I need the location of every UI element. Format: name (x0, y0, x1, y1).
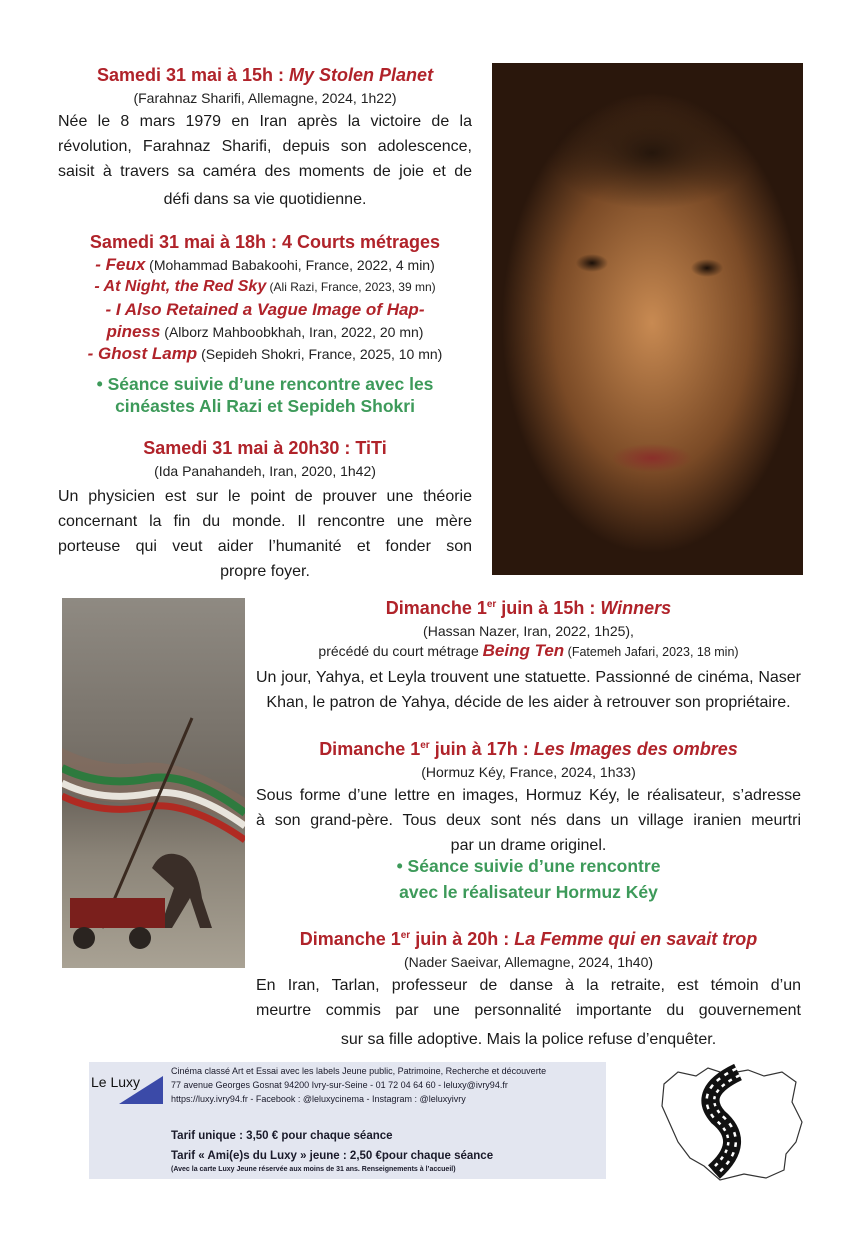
event3-meta: (Ida Panahandeh, Iran, 2020, 1h42) (154, 463, 376, 479)
film-still-portrait (492, 63, 803, 575)
footer-tarif-unique: Tarif unique : 3,50 € pour chaque séance (171, 1130, 393, 1142)
painting-illustration (62, 598, 245, 968)
event3-description: Un physicien est sur le point de prouver une théorie concernant la fin du monde. Il rencontre une mère porteuse qui veut aider l’humanité et fonder son propre foyer. (58, 488, 472, 580)
short-ghost-lamp: - Ghost Lamp (Sepideh Shokri, France, 2025, 10 mn) (87, 344, 443, 363)
event1-description (58, 109, 472, 212)
footer-line-2: 77 avenue Georges Gosnat 94200 Ivry-sur-Seine - 01 72 04 64 60 - leluxy@ivry94.fr (171, 1080, 508, 1090)
event5-description: Sous forme d’une lettre en images, Hormuz Kéy, le réalisateur, s’adresse à son grand-père. Tous deux sont nés dans un village iranien meurtri par un drame originel. (256, 787, 801, 854)
footer-note: (Avec la carte Luxy Jeune réservée aux moins de 31 ans. Renseignements à l’accueil) (171, 1166, 456, 1173)
event5-heading: Dimanche 1er juin à 17h : Les Images des ombres (319, 739, 738, 759)
event2-heading: Samedi 31 mai à 18h : 4 Courts métrages (89, 232, 441, 252)
event6-description: En Iran, Tarlan, professeur de danse à la retraite, est témoin d’un meurtre commis par une personnalité importante du gouvernement sur sa fille adoptive. Mais la police refuse d’enquêter. (256, 977, 801, 1048)
event2-note: • Séance suivie d’une rencontre avec les cinéastes Ali Razi et Sepideh Shokri (96, 374, 434, 416)
event4-heading: Dimanche 1er juin à 15h : Winners (385, 598, 672, 618)
short-vague-image: - I Also Retained a Vague Image of Hap- (105, 300, 425, 319)
event1-line-3: saisit à travers sa caméra des moments de joie et de (58, 163, 472, 180)
event3-heading: Samedi 31 mai à 20h30 : TiTi (143, 438, 387, 458)
footer-line-1: Cinéma classé Art et Essai avec les labels Jeune public, Patrimoine, Recherche et découverte (171, 1066, 547, 1076)
event1-heading (58, 64, 472, 86)
event1-line-1: Née le 8 mars 1979 en Iran après la victoire de la (58, 113, 472, 130)
short-feux: - Feux (Mohammad Babakoohi, France, 2022, 4 min) (95, 255, 435, 274)
event4-description: Un jour, Yahya, et Leyla trouvent une statuette. Passionné de cinéma, Naser Khan, le patron de Yahya, décide de les aider à retrouver son propriétaire. (256, 669, 801, 711)
event2-shorts (58, 255, 472, 366)
event4-title: Winners (600, 598, 672, 618)
event1-day: Samedi 31 mai à 15h : (96, 65, 290, 85)
event6-heading: Dimanche 1er juin à 20h : La Femme qui en savait trop (299, 929, 758, 949)
event1-line-2: révolution, Farahnaz Sharifi, depuis son adolescence, (58, 138, 472, 155)
event4-meta: (Hassan Nazer, Iran, 2022, 1h25), (423, 623, 634, 639)
event1-meta: (Farahnaz Sharifi, Allemagne, 2024, 1h22) (133, 90, 397, 106)
event1-title: My Stolen Planet (289, 65, 434, 85)
short-vague-image-line2: piness (Alborz Mahboobkhah, Iran, 2022, 20 mn) (106, 322, 424, 341)
event5-note: • Séance suivie d’une rencontre avec le réalisateur Hormuz Kéy (396, 856, 661, 902)
painting-image (62, 598, 245, 968)
footer-tarif-jeune: Tarif « Ami(e)s du Luxy » jeune : 2,50 €pour chaque séance (171, 1150, 494, 1162)
event5-meta: (Hormuz Kéy, France, 2024, 1h33) (421, 764, 636, 780)
short-red-sky: - At Night, the Red Sky (Ali Razi, France, 2023, 39 mn) (94, 278, 436, 295)
event6-meta: (Nader Saeivar, Allemagne, 2024, 1h40) (403, 954, 654, 970)
event6-title: La Femme qui en savait trop (514, 929, 758, 949)
event1-line-4: défi dans sa vie quotidienne. (163, 191, 367, 208)
footer-line-3: https://luxy.ivry94.fr - Facebook : @leluxycinema - Instagram : @leluxyivry (171, 1094, 466, 1104)
footer-info-box (89, 1062, 606, 1179)
event4-short-title: Being Ten (482, 641, 565, 660)
iran-map-film-strip-icon (656, 1062, 806, 1184)
event4-preceded: précédé du court métrage Being Ten (Fatemeh Jafari, 2023, 18 min) (318, 641, 739, 660)
event5-title: Les Images des ombres (533, 739, 738, 759)
luxy-logo-text: Le Luxy (91, 1074, 141, 1090)
